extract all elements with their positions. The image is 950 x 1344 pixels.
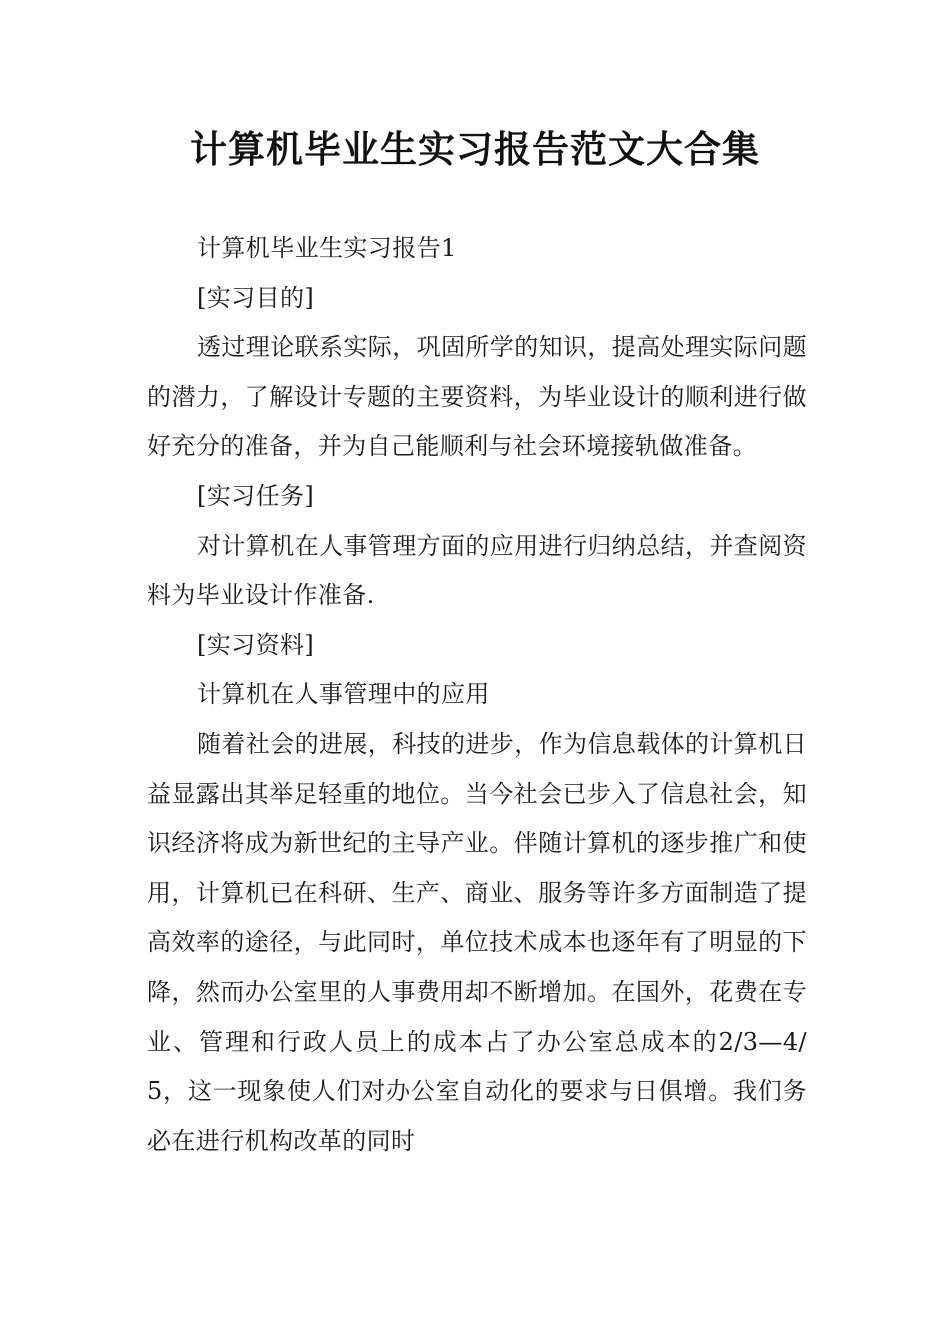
subsection-label: [实习目的] [197,283,315,312]
subsection-label: [实习任务] [197,481,315,510]
paragraph: 随着社会的进展，科技的进步，作为信息载体的计算机日益显露出其举足轻重的地位。当今社会已步入了信息社会，知识经济将成为新世纪的主导产业。伴随计算机的逐步推广和使用，计算机已在科研、生产、商业、服务等许多方面制造了提高效率的途径，与此同时，单位技术成本也逐年有了明显的下降，然而办公室里的人事费用却不断增加。在国外，花费在专业、管理和行政人员上的成本占了办公室总成本的2/3—4/5，这一现象使人们对办公室自动化的要求与日俱增。我们务必在进行机构改革的同时 [147,729,807,1155]
subsection-label: [实习资料] [197,630,315,659]
document-body [147,224,807,1166]
document-title: 计算机毕业生实习报告范文大合集 [190,128,760,171]
paragraph: 对计算机在人事管理方面的应用进行归纳总结，并查阅资料为毕业设计作准备. [147,531,807,610]
paragraph: 透过理论联系实际，巩固所学的知识，提高处理实际问题的潜力，了解设计专题的主要资料，为毕业设计的顺利进行做好充分的准备，并为自己能顺利与社会环境接轨做准备。 [147,333,807,461]
section-heading: 计算机毕业生实习报告1 [197,234,457,262]
paragraph: 计算机在人事管理中的应用 [197,680,490,709]
